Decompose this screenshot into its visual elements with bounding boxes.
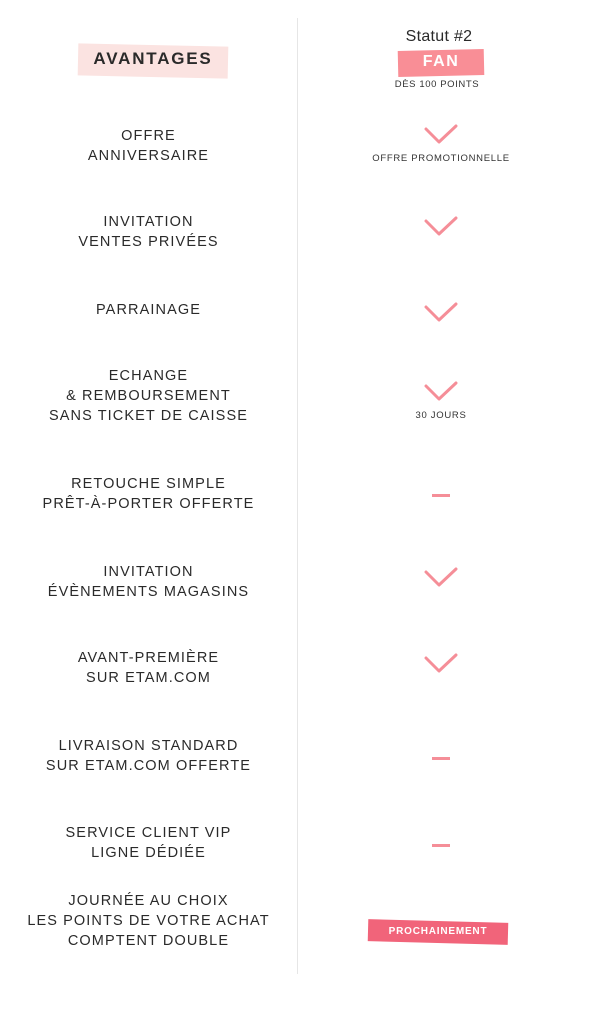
benefit-label-line: INVITATION: [103, 564, 194, 580]
benefit-note: OFFRE PROMOTIONNELLE: [372, 153, 510, 164]
dash-icon: [432, 757, 450, 760]
benefit-label-line: RETOUCHE SIMPLE: [71, 476, 226, 492]
benefit-label: [0, 736, 297, 776]
check-icon: [424, 653, 458, 675]
status-column-header: [298, 0, 590, 100]
benefit-value: [298, 653, 584, 675]
dash-icon: [432, 494, 450, 497]
benefit-label: [0, 366, 297, 426]
benefit-label-line: OFFRE: [121, 128, 176, 144]
benefit-label-line: AVANT-PREMIÈRE: [77, 650, 220, 666]
benefit-label: [0, 823, 297, 863]
benefit-label: [0, 126, 297, 166]
benefit-value: [298, 757, 584, 760]
benefit-label-line: SUR ETAM.COM OFFERTE: [45, 758, 252, 774]
tier-name: FAN: [422, 53, 460, 70]
benefit-value: [298, 494, 584, 497]
check-icon: [424, 381, 458, 403]
benefit-value: [298, 381, 584, 421]
avantages-title: AVANTAGES: [93, 49, 213, 68]
check-icon: [424, 567, 458, 589]
benefit-label-line: LIGNE DÉDIÉE: [91, 845, 206, 861]
benefit-value: [298, 567, 584, 589]
check-icon: [424, 216, 458, 238]
dash-icon: [432, 844, 450, 847]
benefit-label-line: PRÊT-À-PORTER OFFERTE: [42, 496, 255, 512]
statut-label: Statut #2: [405, 28, 473, 45]
benefit-value: [298, 302, 584, 324]
benefit-label-line: PARRAINAGE: [95, 302, 201, 318]
benefit-label-line: VENTES PRIVÉES: [78, 234, 219, 250]
check-icon: [424, 124, 458, 146]
benefit-value: [298, 216, 584, 238]
benefit-label: [0, 300, 297, 320]
benefit-label: [0, 891, 297, 951]
benefit-label-line: LIVRAISON STANDARD: [58, 738, 239, 754]
benefit-label-line: ECHANGE: [108, 368, 189, 384]
benefit-label: [0, 648, 297, 688]
benefit-label-line: COMPTENT DOUBLE: [67, 933, 230, 949]
tier-threshold: DÈS 100 POINTS: [394, 79, 480, 90]
check-icon: [424, 302, 458, 324]
benefit-label-line: INVITATION: [103, 214, 194, 230]
prochainement-badge: PROCHAINEMENT: [388, 926, 488, 937]
benefit-label: [0, 212, 297, 252]
benefit-label-line: SERVICE CLIENT VIP: [65, 825, 232, 841]
benefit-value: [298, 844, 584, 847]
benefits-column-header: [0, 0, 297, 100]
benefit-label-line: SANS TICKET DE CAISSE: [48, 408, 249, 424]
benefit-label: [0, 474, 297, 514]
benefit-label-line: ANNIVERSAIRE: [87, 148, 210, 164]
benefit-label: [0, 562, 297, 602]
benefit-value: [298, 124, 584, 164]
benefit-label-line: LES POINTS DE VOTRE ACHAT: [27, 913, 270, 929]
benefit-label-line: ÉVÈNEMENTS MAGASINS: [47, 584, 250, 600]
benefit-note: 30 JOURS: [415, 410, 467, 421]
benefit-label-line: & REMBOURSEMENT: [66, 388, 231, 404]
benefit-label-line: SUR ETAM.COM: [86, 670, 211, 686]
benefit-label-line: JOURNÉE AU CHOIX: [68, 893, 229, 909]
